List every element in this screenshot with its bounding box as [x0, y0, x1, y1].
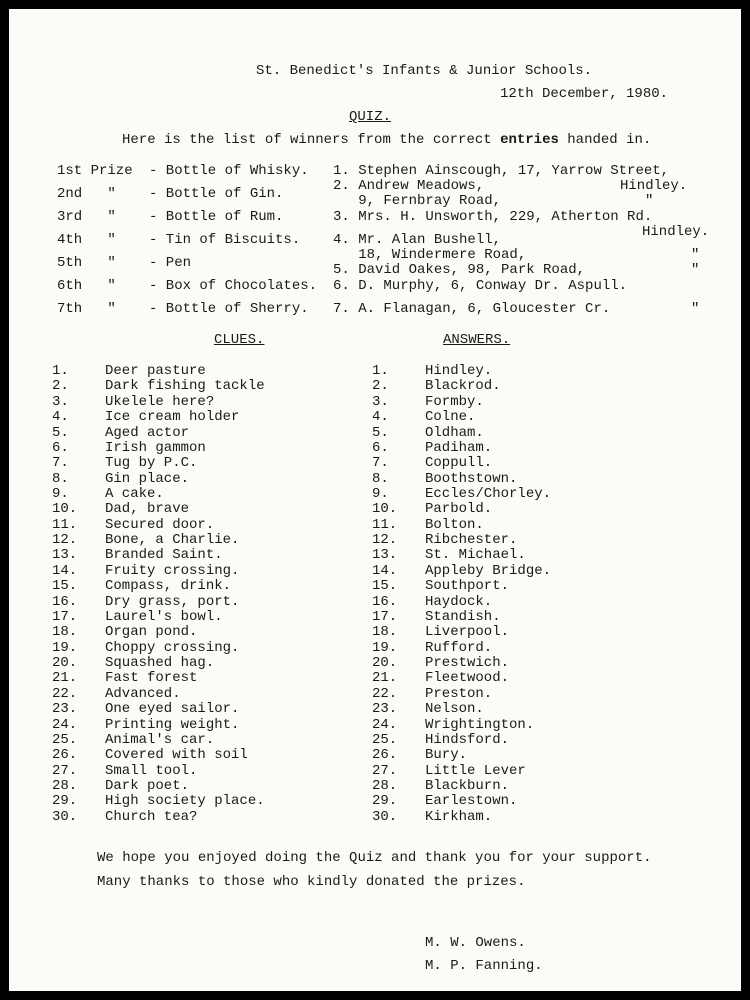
clue-text: Ukelele here?	[105, 393, 215, 410]
answer-number: 29.	[372, 793, 398, 810]
closing-line: Many thanks to those who kindly donated the prizes.	[97, 874, 526, 890]
clue-text: Fast forest	[105, 670, 198, 687]
clue-number: 23.	[52, 701, 78, 718]
answer-number: 4.	[372, 409, 389, 426]
winner-line: 6. D. Murphy, 6, Conway Dr. Aspull.	[333, 278, 628, 294]
clue-text: Tug by P.C.	[105, 455, 198, 472]
prize-item: - Pen	[149, 255, 192, 271]
clue-text: A cake.	[105, 486, 164, 502]
answer-text: Parbold.	[425, 501, 493, 518]
clue-number: 10.	[52, 501, 78, 518]
answer-number: 20.	[372, 655, 398, 671]
answer-number: 12.	[372, 532, 398, 549]
quiz-title: QUIZ.	[349, 109, 392, 125]
answer-text: Prestwich.	[425, 655, 510, 671]
clue-number: 15.	[52, 578, 78, 595]
answer-number: 10.	[372, 501, 398, 518]
clue-text: Printing weight.	[105, 716, 240, 733]
answer-text: Coppull.	[425, 455, 493, 472]
answer-number: 23.	[372, 701, 398, 718]
clue-text: Gin place.	[105, 470, 190, 487]
answer-text: Rufford.	[425, 639, 493, 656]
answer-text: Little Lever	[425, 762, 526, 779]
clue-text: Secured door.	[105, 516, 215, 533]
clue-number: 2.	[52, 378, 69, 395]
answer-number: 5.	[372, 424, 389, 441]
answer-number: 24.	[372, 716, 398, 733]
answer-text: Earlestown.	[425, 793, 518, 810]
signature: M. W. Owens.	[425, 935, 526, 951]
prize-item: - Bottle of Sherry.	[149, 301, 309, 317]
clue-number: 29.	[52, 793, 78, 810]
clue-number: 25.	[52, 731, 78, 748]
answer-text: Blackrod.	[425, 378, 501, 395]
prize-place: 5th "	[57, 255, 116, 271]
clue-number: 13.	[52, 547, 78, 564]
clue-text: Ice cream holder	[105, 409, 240, 426]
answer-text: Ribchester.	[425, 532, 518, 549]
answer-text: Hindsford.	[425, 731, 510, 748]
answer-number: 13.	[372, 547, 398, 564]
clue-text: Church tea?	[105, 808, 198, 825]
answer-number: 18.	[372, 624, 398, 641]
answer-number: 17.	[372, 608, 398, 625]
clue-number: 18.	[52, 624, 78, 641]
answer-number: 8.	[372, 470, 389, 487]
clue-text: Branded Saint.	[105, 547, 223, 564]
clue-number: 3.	[52, 393, 69, 410]
answer-number: 19.	[372, 639, 398, 656]
clue-number: 19.	[52, 639, 78, 656]
answer-number: 11.	[372, 516, 398, 533]
answer-text: Fleetwood.	[425, 670, 510, 687]
document-page	[9, 9, 741, 991]
winner-line: 18, Windermere Road,	[333, 247, 527, 263]
answer-text: Hindley.	[425, 363, 493, 379]
answer-number: 16.	[372, 593, 398, 610]
winner-line: 7. A. Flanagan, 6, Gloucester Cr.	[333, 301, 611, 317]
answer-text: Eccles/Chorley.	[425, 486, 552, 502]
clue-text: Choppy crossing.	[105, 639, 240, 656]
clue-number: 12.	[52, 532, 78, 549]
answer-text: Boothstown.	[425, 470, 518, 487]
clue-number: 11.	[52, 516, 78, 533]
answer-number: 6.	[372, 439, 389, 456]
answer-number: 7.	[372, 455, 389, 472]
clue-text: Animal's car.	[105, 731, 215, 748]
clue-number: 4.	[52, 409, 69, 426]
clues-heading: CLUES.	[214, 332, 265, 348]
answer-text: Wrightington.	[425, 716, 535, 733]
answer-text: Standish.	[425, 608, 501, 625]
clue-text: Dry grass, port.	[105, 593, 240, 610]
answer-text: Colne.	[425, 409, 476, 426]
prize-item: - Bottle of Whisky.	[149, 163, 309, 179]
clue-text: Irish gammon	[105, 439, 206, 456]
clue-number: 20.	[52, 655, 78, 671]
clue-number: 7.	[52, 455, 69, 472]
answer-number: 14.	[372, 562, 398, 579]
clue-number: 21.	[52, 670, 78, 687]
answers-heading: ANSWERS.	[443, 332, 511, 348]
clue-text: Bone, a Charlie.	[105, 532, 240, 549]
answer-text: Nelson.	[425, 701, 484, 718]
town-note: Hindley.	[642, 224, 710, 240]
answer-number: 9.	[372, 486, 389, 502]
clue-number: 28.	[52, 778, 78, 794]
answer-text: Haydock.	[425, 593, 493, 610]
answer-text: Bury.	[425, 747, 468, 764]
document-date: 12th December, 1980.	[500, 86, 669, 102]
answer-number: 30.	[372, 808, 398, 825]
clue-number: 27.	[52, 762, 78, 779]
school-name: St. Benedict's Infants & Junior Schools.	[256, 63, 593, 79]
clue-number: 8.	[52, 470, 69, 487]
ditto-mark: "	[691, 301, 700, 317]
answer-text: St. Michael.	[425, 547, 526, 564]
prize-item: - Bottle of Rum.	[149, 209, 284, 225]
answer-number: 22.	[372, 685, 398, 702]
clue-number: 1.	[52, 363, 69, 379]
clue-text: One eyed sailor.	[105, 701, 240, 718]
prize-place: 4th "	[57, 232, 116, 248]
clue-text: Dark fishing tackle	[105, 378, 265, 395]
answer-number: 27.	[372, 762, 398, 779]
answer-text: Kirkham.	[425, 808, 493, 825]
clue-text: Dark poet.	[105, 778, 190, 794]
town-note: Hindley.	[620, 178, 688, 194]
clue-text: Advanced.	[105, 685, 181, 702]
clue-number: 9.	[52, 486, 69, 502]
winner-line: 5. David Oakes, 98, Park Road,	[333, 262, 586, 278]
clue-text: Deer pasture	[105, 363, 206, 379]
clue-text: Small tool.	[105, 762, 198, 779]
clue-number: 17.	[52, 608, 78, 625]
answer-number: 25.	[372, 731, 398, 748]
ditto-mark: "	[691, 262, 700, 278]
ditto-mark: "	[645, 193, 654, 209]
intro-text	[122, 133, 651, 149]
clue-number: 22.	[52, 685, 78, 702]
prize-place: 1st Prize	[57, 163, 133, 179]
clue-text: Dad, brave	[105, 501, 190, 518]
prize-item: - Tin of Biscuits.	[149, 232, 301, 248]
clue-text: Squashed hag.	[105, 655, 215, 671]
clue-text: Laurel's bowl.	[105, 608, 223, 625]
intro-text-a: Here is the list of winners from the correct	[122, 132, 501, 148]
answer-number: 1.	[372, 363, 389, 379]
answer-number: 3.	[372, 393, 389, 410]
signature: M. P. Fanning.	[425, 958, 543, 974]
clue-number: 14.	[52, 562, 78, 579]
clue-number: 26.	[52, 747, 78, 764]
clue-text: Fruity crossing.	[105, 562, 240, 579]
intro-text-b: handed in.	[558, 132, 652, 148]
clue-text: Organ pond.	[105, 624, 198, 641]
answer-text: Padiham.	[425, 439, 493, 456]
clue-text: Covered with soil	[105, 747, 248, 764]
prize-place: 3rd "	[57, 209, 116, 225]
clue-text: Compass, drink.	[105, 578, 232, 595]
clue-number: 16.	[52, 593, 78, 610]
intro-text-bold: entries	[500, 132, 559, 148]
answer-text: Oldham.	[425, 424, 484, 441]
clue-number: 6.	[52, 439, 69, 456]
prize-place: 2nd "	[57, 186, 116, 202]
answer-text: Bolton.	[425, 516, 484, 533]
answer-number: 21.	[372, 670, 398, 687]
prize-place: 7th "	[57, 301, 116, 317]
winner-line: 4. Mr. Alan Bushell,	[333, 232, 502, 248]
clue-number: 30.	[52, 808, 78, 825]
answer-number: 28.	[372, 778, 398, 794]
answer-text: Liverpool.	[425, 624, 510, 641]
answer-number: 15.	[372, 578, 398, 595]
answer-number: 26.	[372, 747, 398, 764]
prize-item: - Bottle of Gin.	[149, 186, 284, 202]
answer-text: Preston.	[425, 685, 493, 702]
winner-line: 3. Mrs. H. Unsworth, 229, Atherton Rd.	[333, 209, 653, 225]
clue-number: 5.	[52, 424, 69, 441]
winner-line: 2. Andrew Meadows,	[333, 178, 485, 194]
answer-text: Southport.	[425, 578, 510, 595]
ditto-mark: "	[691, 247, 700, 263]
answer-number: 2.	[372, 378, 389, 395]
prize-item: - Box of Chocolates.	[149, 278, 318, 294]
winner-line: 1. Stephen Ainscough, 17, Yarrow Street,	[333, 163, 670, 179]
answer-text: Appleby Bridge.	[425, 562, 552, 579]
clue-text: High society place.	[105, 793, 265, 810]
answer-text: Blackburn.	[425, 778, 510, 794]
clue-text: Aged actor	[105, 424, 190, 441]
answer-text: Formby.	[425, 393, 484, 410]
winner-line: 9, Fernbray Road,	[333, 193, 502, 209]
clue-number: 24.	[52, 716, 78, 733]
closing-line: We hope you enjoyed doing the Quiz and thank you for your support.	[97, 850, 652, 866]
prize-place: 6th "	[57, 278, 116, 294]
